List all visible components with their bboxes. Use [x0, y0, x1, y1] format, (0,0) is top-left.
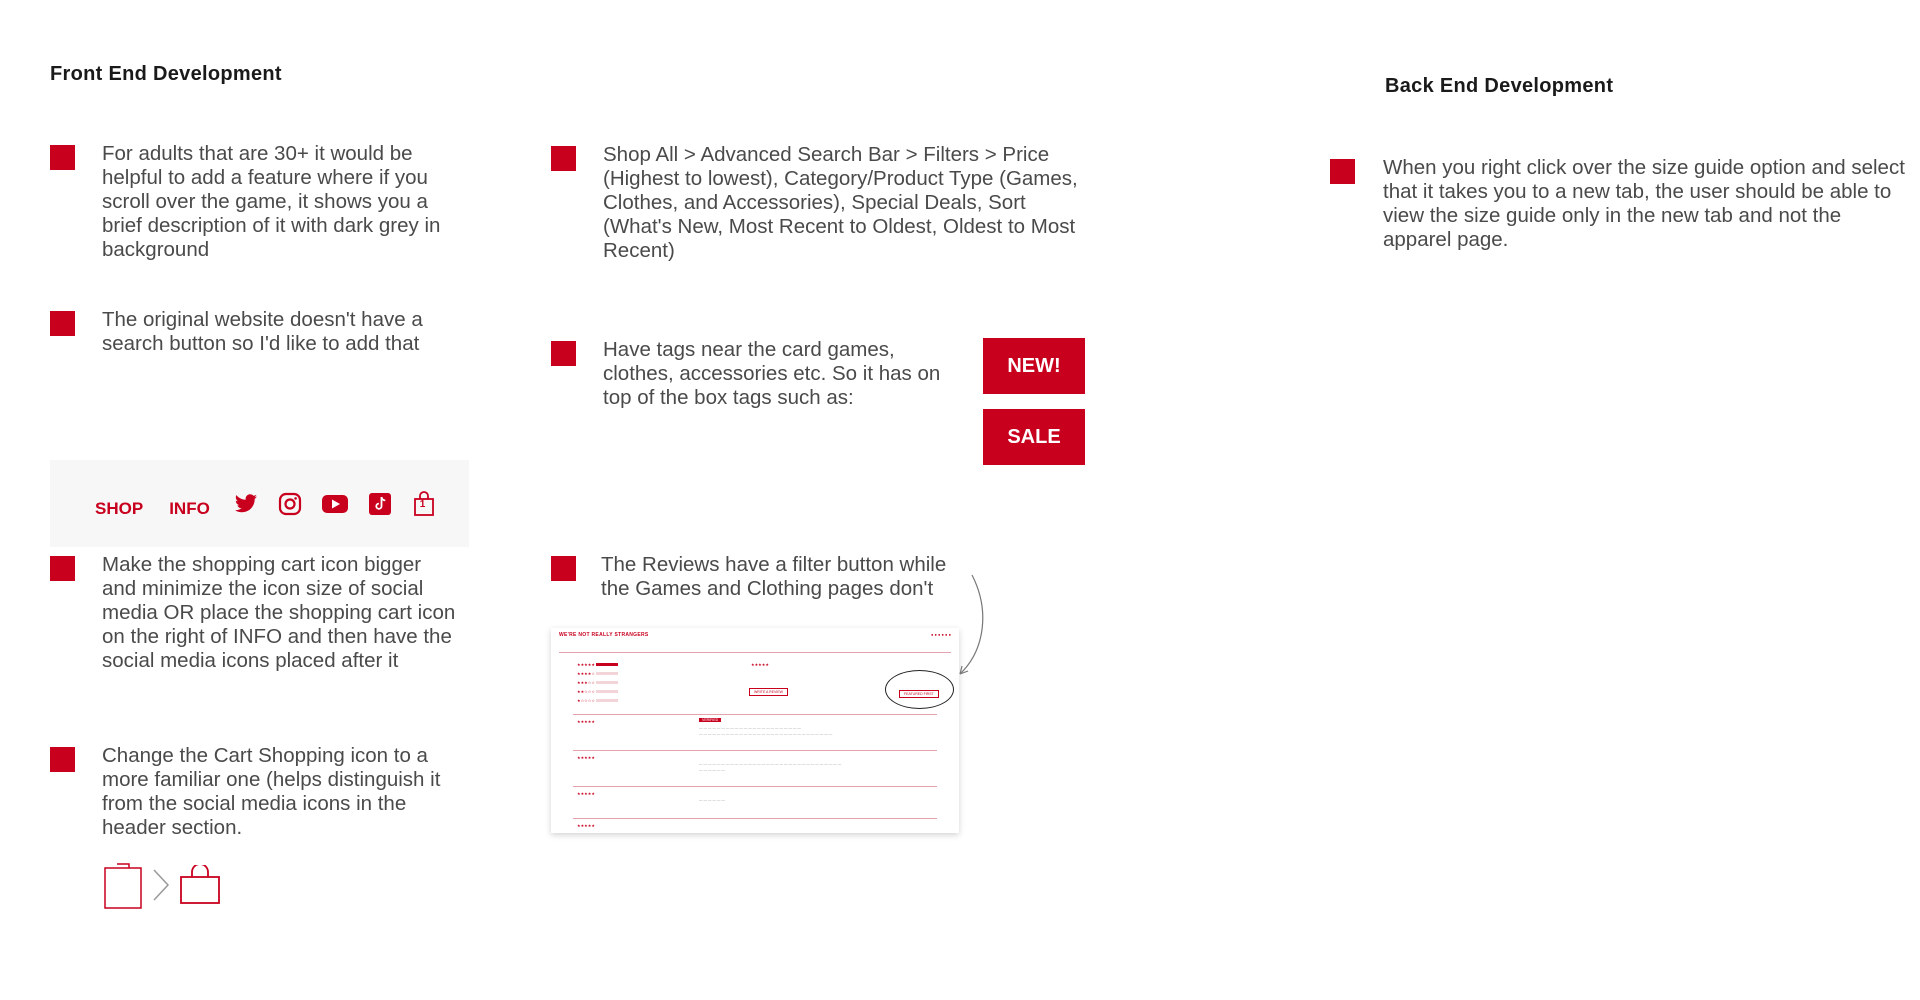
bullet-square	[50, 311, 75, 336]
header-nav-mock	[50, 460, 469, 547]
thumb-brand: WE'RE NOT REALLY STRANGERS	[559, 632, 649, 638]
thumb-divider	[573, 818, 937, 819]
note-hover-description	[50, 142, 460, 262]
note-text: Shop All > Advanced Search Bar > Filters > Price (Highest to lowest), Category/Product Type (Games, Clothes, and Accessories), Special Deals, Sort (What's New, Most Recent to Oldest, Oldest to Most Recent)	[603, 143, 1078, 262]
thumb-stars: ★★★★☆	[577, 671, 595, 676]
thumb-divider	[559, 652, 951, 653]
thumb-review-line: — — — — — — — — — — — — — — — — — — — — — — — — — — — — — — — —	[699, 762, 842, 766]
thumb-stars: ★★★★★	[577, 755, 595, 760]
thumb-divider	[573, 786, 937, 787]
thumb-filter-button: FEATURED FIRST	[899, 690, 939, 698]
bullet-square	[50, 556, 75, 581]
thumb-divider	[573, 750, 937, 751]
note-text: Make the shopping cart icon bigger and minimize the icon size of social media OR place the shopping cart icon on the right of INFO and then have the social media icons placed after it	[102, 553, 456, 672]
cart-count: 1	[419, 498, 426, 510]
thumb-rating-bar	[596, 672, 618, 675]
shopping-bag-icon[interactable]	[410, 490, 438, 518]
new-cart-icon	[179, 865, 221, 910]
bullet-square	[1330, 159, 1355, 184]
front-end-heading: Front End Development	[50, 63, 282, 85]
note-cart-icon-familiar	[50, 744, 450, 840]
thumb-stars: ★★★★★	[577, 791, 595, 796]
note-size-guide-tab	[1330, 156, 1910, 252]
thumb-review-line: — — — — — —	[699, 798, 725, 802]
nav-shop-link[interactable]: SHOP	[95, 498, 144, 518]
thumb-stars: ★★★★★	[751, 662, 769, 667]
nav-info-link[interactable]: INFO	[169, 498, 210, 518]
bullet-square	[50, 747, 75, 772]
note-product-tags	[551, 338, 971, 410]
thumb-stars: ★★★★★	[577, 823, 595, 828]
reviews-page-thumbnail	[551, 628, 959, 833]
bullet-square	[551, 341, 576, 366]
thumb-nav: ● ● ● ● ● ●	[930, 632, 951, 637]
new-tag: NEW!	[983, 338, 1085, 394]
bullet-square	[551, 556, 576, 581]
note-text: The original website doesn't have a search button so I'd like to add that	[102, 308, 423, 355]
thumb-rating-bar	[596, 690, 618, 693]
thumb-stars: ★★★☆☆	[577, 680, 595, 685]
back-end-heading: Back End Development	[1385, 75, 1614, 97]
thumb-write-review: WRITE A REVIEW	[749, 688, 788, 696]
note-text: Change the Cart Shopping icon to a more familiar one (helps distinguish it from the social media icons in the header section.	[102, 744, 441, 839]
thumb-rating-bar	[596, 681, 618, 684]
note-text: The Reviews have a filter button while the Games and Clothing pages don't	[601, 553, 947, 600]
note-advanced-search	[551, 143, 1091, 263]
thumb-rating-bar	[596, 663, 618, 666]
note-reviews-filter	[551, 553, 971, 601]
thumb-review-line: — — — — — — — — — — — — — — — — — — — — — — —	[699, 726, 801, 730]
thumb-badge: VERIFIED	[699, 718, 721, 722]
filter-callout-circle	[885, 670, 954, 709]
thumb-divider	[573, 714, 937, 715]
youtube-icon[interactable]	[320, 490, 350, 518]
note-text: Have tags near the card games, clothes, accessories etc. So it has on top of the box tags such as:	[603, 338, 941, 409]
thumb-stars: ★☆☆☆☆	[577, 698, 595, 703]
thumb-stars: ★★★★★	[577, 719, 595, 724]
thumb-review-line: — — — — — — — — — — — — — — — — — — — — — — — — — — — — — —	[699, 732, 833, 736]
note-search-button	[50, 308, 450, 356]
old-cart-icon	[103, 860, 143, 915]
thumb-stars: ★★★★★	[577, 662, 595, 667]
chevron-right-icon	[151, 867, 171, 908]
bullet-square	[50, 145, 75, 170]
sale-tag: SALE	[983, 409, 1085, 465]
bullet-square	[551, 146, 576, 171]
cart-icon-comparison	[103, 860, 221, 915]
tiktok-icon[interactable]	[366, 490, 394, 518]
note-text: When you right click over the size guide option and select that it takes you to a new tab, the user should be able to view the size guide only in the new tab and not the apparel page.	[1383, 156, 1905, 251]
thumb-rating-bar	[596, 699, 618, 702]
thumb-review-line: — — — — — —	[699, 768, 725, 772]
note-cart-icon-size	[50, 553, 460, 673]
twitter-icon[interactable]	[232, 490, 260, 518]
instagram-icon[interactable]	[276, 490, 304, 518]
note-text: For adults that are 30+ it would be helpful to add a feature where if you scroll over the game, it shows you a brief description of it with dark grey in background	[102, 142, 441, 261]
thumb-stars: ★★☆☆☆	[577, 689, 595, 694]
